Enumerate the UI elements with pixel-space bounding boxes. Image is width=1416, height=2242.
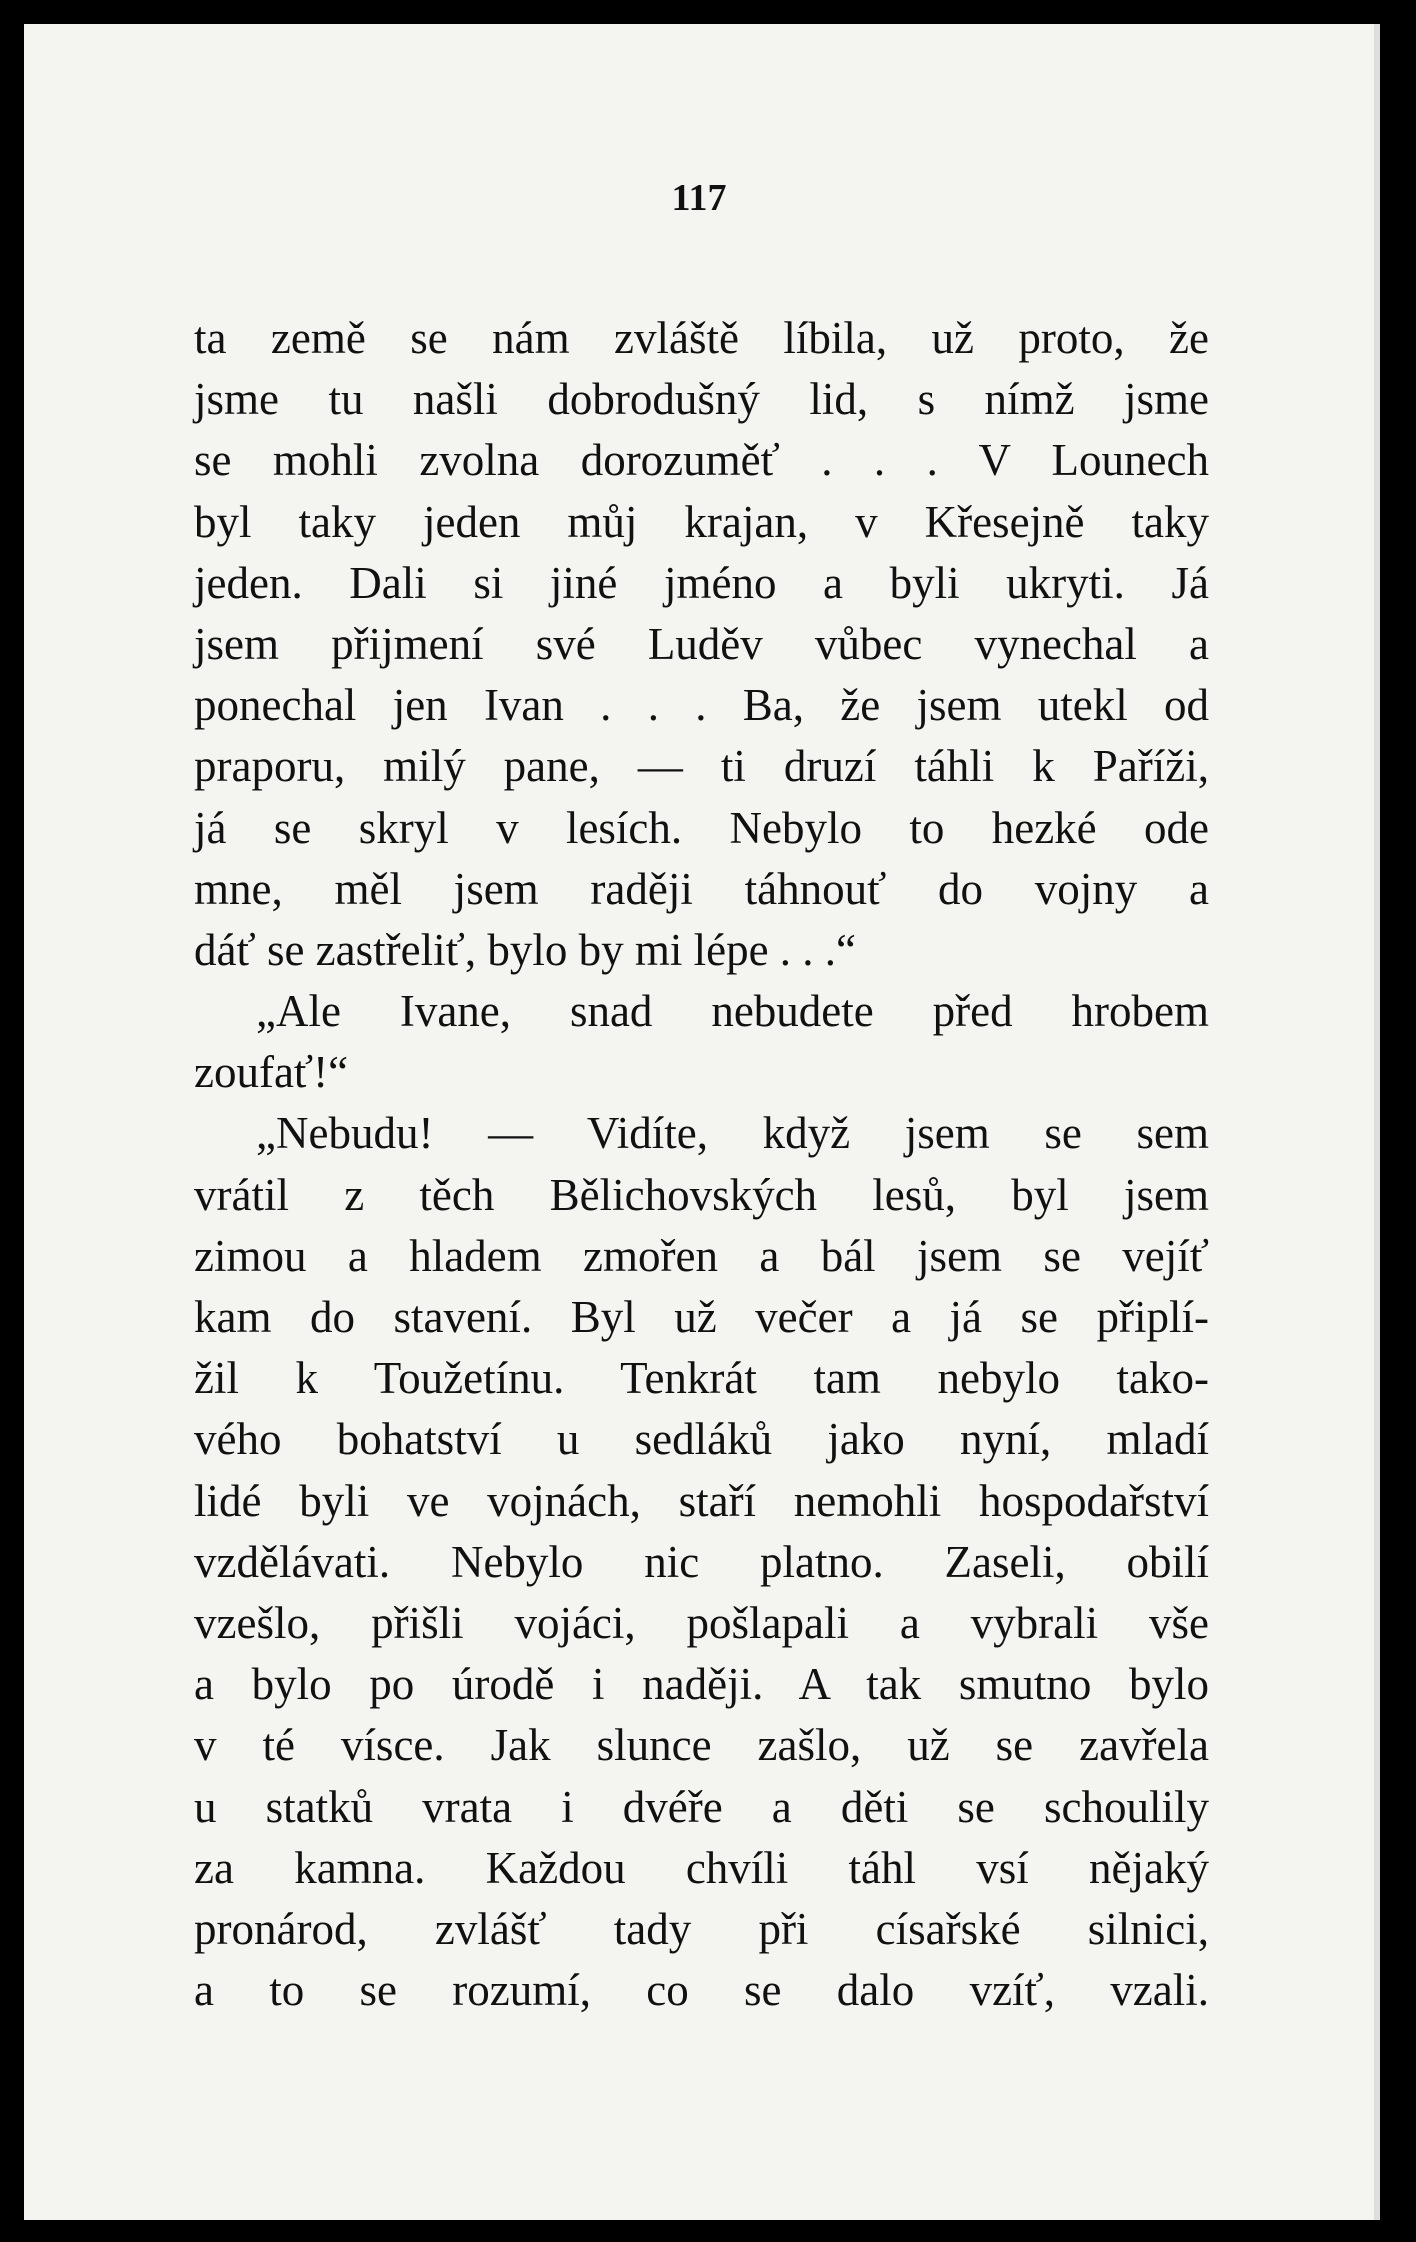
text-line: mne, měl jsem raději táhnouť do vojny a: [194, 863, 1209, 914]
text-line: jeden. Dali si jiné jméno a byli ukryti. Já: [194, 557, 1209, 608]
text-line: kam do stavení. Byl už večer a já se připlí-: [194, 1292, 1209, 1342]
text-line: zimou a hladem zmořen a bál jsem se vejíť: [194, 1230, 1209, 1281]
text-line: se mohli zvolna dorozuměť . . . V Lounech: [194, 435, 1209, 486]
text-line: pronárod, zvlášť tady při císařské silnici,: [194, 1903, 1209, 1954]
text-line: jsme tu našli dobrodušný lid, s nímž jsme: [194, 374, 1209, 425]
text-line: já se skryl v lesích. Nebylo to hezké ode: [194, 802, 1209, 853]
text-line: vého bohatství u sedláků jako nyní, mladí: [194, 1414, 1209, 1465]
text-line: dáť se zastřeliť, bylo by mi lépe . . .“: [194, 924, 857, 975]
text-line: vrátil z těch Bělichovských lesů, byl jsem: [194, 1169, 1209, 1220]
text-line: lidé byli ve vojnách, staří nemohli hospodařství: [194, 1475, 1209, 1526]
text-line: za kamna. Každou chvíli táhl vsí nějaký: [194, 1842, 1209, 1893]
book-page: [24, 24, 1380, 2220]
page-number: 117: [671, 177, 727, 219]
text-line: byl taky jeden můj krajan, v Křesejně taky: [194, 496, 1209, 547]
text-line: a bylo po úrodě i naději. A tak smutno bylo: [194, 1659, 1209, 1710]
text-line: „Nebudu! — Vidíte, když jsem se sem: [256, 1108, 1209, 1159]
text-line: vzdělávati. Nebylo nic platno. Zaseli, obilí: [194, 1536, 1209, 1587]
text-line: „Ale Ivane, snad nebudete před hrobem: [256, 986, 1209, 1037]
text-line: žil k Toužetínu. Tenkrát tam nebylo tako-: [194, 1353, 1209, 1404]
text-line: praporu, milý pane, — ti druzí táhli k Paříži,: [194, 741, 1209, 792]
body-text: [194, 308, 1209, 2021]
text-line: ponechal jen Ivan . . . Ba, že jsem utekl od: [194, 680, 1209, 731]
text-line: jsem přijmení své Luděv vůbec vynechal a: [194, 618, 1209, 669]
text-line: vzešlo, přišli vojáci, pošlapali a vybrali vše: [194, 1597, 1209, 1648]
text-line: u statků vrata i dvéře a děti se schoulily: [194, 1781, 1209, 1832]
text-line: a to se rozumí, co se dalo vzíť, vzali.: [194, 1965, 1209, 2016]
text-line: v té vísce. Jak slunce zašlo, už se zavřela: [194, 1720, 1209, 1771]
text-line: ta země se nám zvláště líbila, už proto, že: [194, 313, 1209, 363]
text-line: zoufať!“: [194, 1047, 349, 1098]
